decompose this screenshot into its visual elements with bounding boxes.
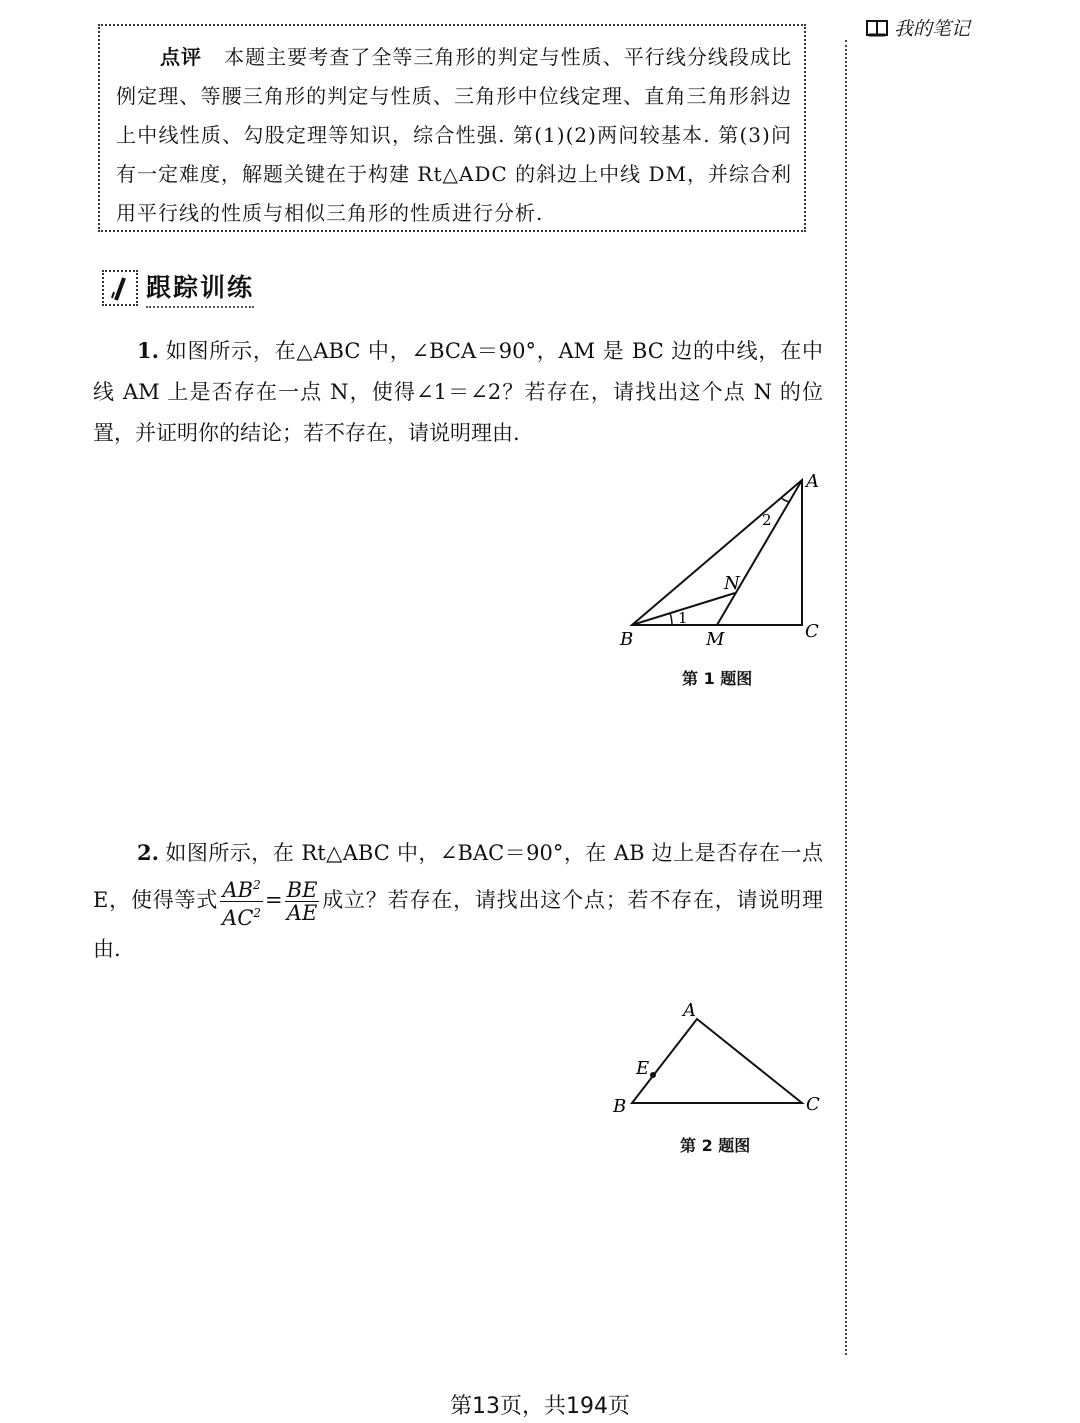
comment-paragraph [116,38,792,233]
fraction-2-denominator: AE [286,901,318,925]
figure-2-label-A: A [683,1000,696,1021]
figure-1-label-A: A [806,471,819,492]
comment-box [98,24,806,232]
section-title: 跟踪训练 [146,268,254,308]
problem-1-text: 如图所示，在△ABC 中，∠BCA＝90°，AM 是 BC 边的中线，在中线 AM 上是否存在一点 N，使得∠1＝∠2？若存在，请找出这个点 N 的位置，并证明你的结论；若不存在，请说明理由. [93,339,823,445]
book-icon [866,19,888,37]
figure-2-caption: 第 2 题图 [680,1136,751,1155]
comment-text: 本题主要考查了全等三角形的判定与性质、平行线分线段成比例定理、等腰三角形的判定与性质、三角形中位线定理、直角三角形斜边上中线性质、勾股定理等知识，综合性强. 第(1)(2)两问较基本. 第(3)问有一定难度，解题关键在于构建 Rt△ADC 的斜边上中线 DM，并综合利用平行线的性质与相似三角形的性质进行分析. [116,45,793,225]
equals-sign: = [265,888,283,912]
figure-1-caption: 第 1 题图 [682,669,753,688]
problem-2 [93,832,823,970]
section-header [102,268,254,308]
comment-title: 点评 [160,45,203,69]
fraction-2-numerator: BE [286,878,318,902]
problem-1-number: 1. [137,338,159,363]
figure-1-label-B: B [620,629,634,650]
fraction-1-numerator: AB [222,878,254,902]
problem-2-number: 2. [137,840,159,865]
fraction-ab2-ac2 [220,874,263,929]
figure-1 [610,465,830,655]
fraction-1-numerator-power: 2 [253,878,261,892]
figure-2 [605,998,835,1123]
notes-header-label: 我的笔记 [894,18,971,40]
problem-2-text-after: 成立？若存在，请找出这个点；若不存在，请说明理由. [93,888,823,961]
figure-1-label-angle2: 2 [762,511,772,529]
fraction-be-ae [285,879,320,924]
problem-2-text-before: 如图所示，在 Rt△ABC 中，∠BAC＝90°，在 AB 边上是否存在一点 E，使得等式 [93,841,823,912]
figure-2-label-C: C [806,1094,820,1115]
page-footer: 第13页，共194页 [450,1394,630,1419]
figure-2-label-E: E [636,1058,650,1079]
figure-1-label-N: N [724,573,740,594]
pencil-icon [102,270,138,306]
fraction-1-denominator-power: 2 [253,906,262,920]
fraction-1-denominator: AC [222,906,254,930]
notes-header [866,14,970,41]
notes-divider [845,40,847,1355]
figure-1-label-angle1: 1 [678,609,688,627]
figure-1-label-C: C [805,621,819,642]
problem-1 [93,330,823,454]
figure-2-label-B: B [613,1096,627,1117]
figure-1-label-M: M [706,629,725,650]
